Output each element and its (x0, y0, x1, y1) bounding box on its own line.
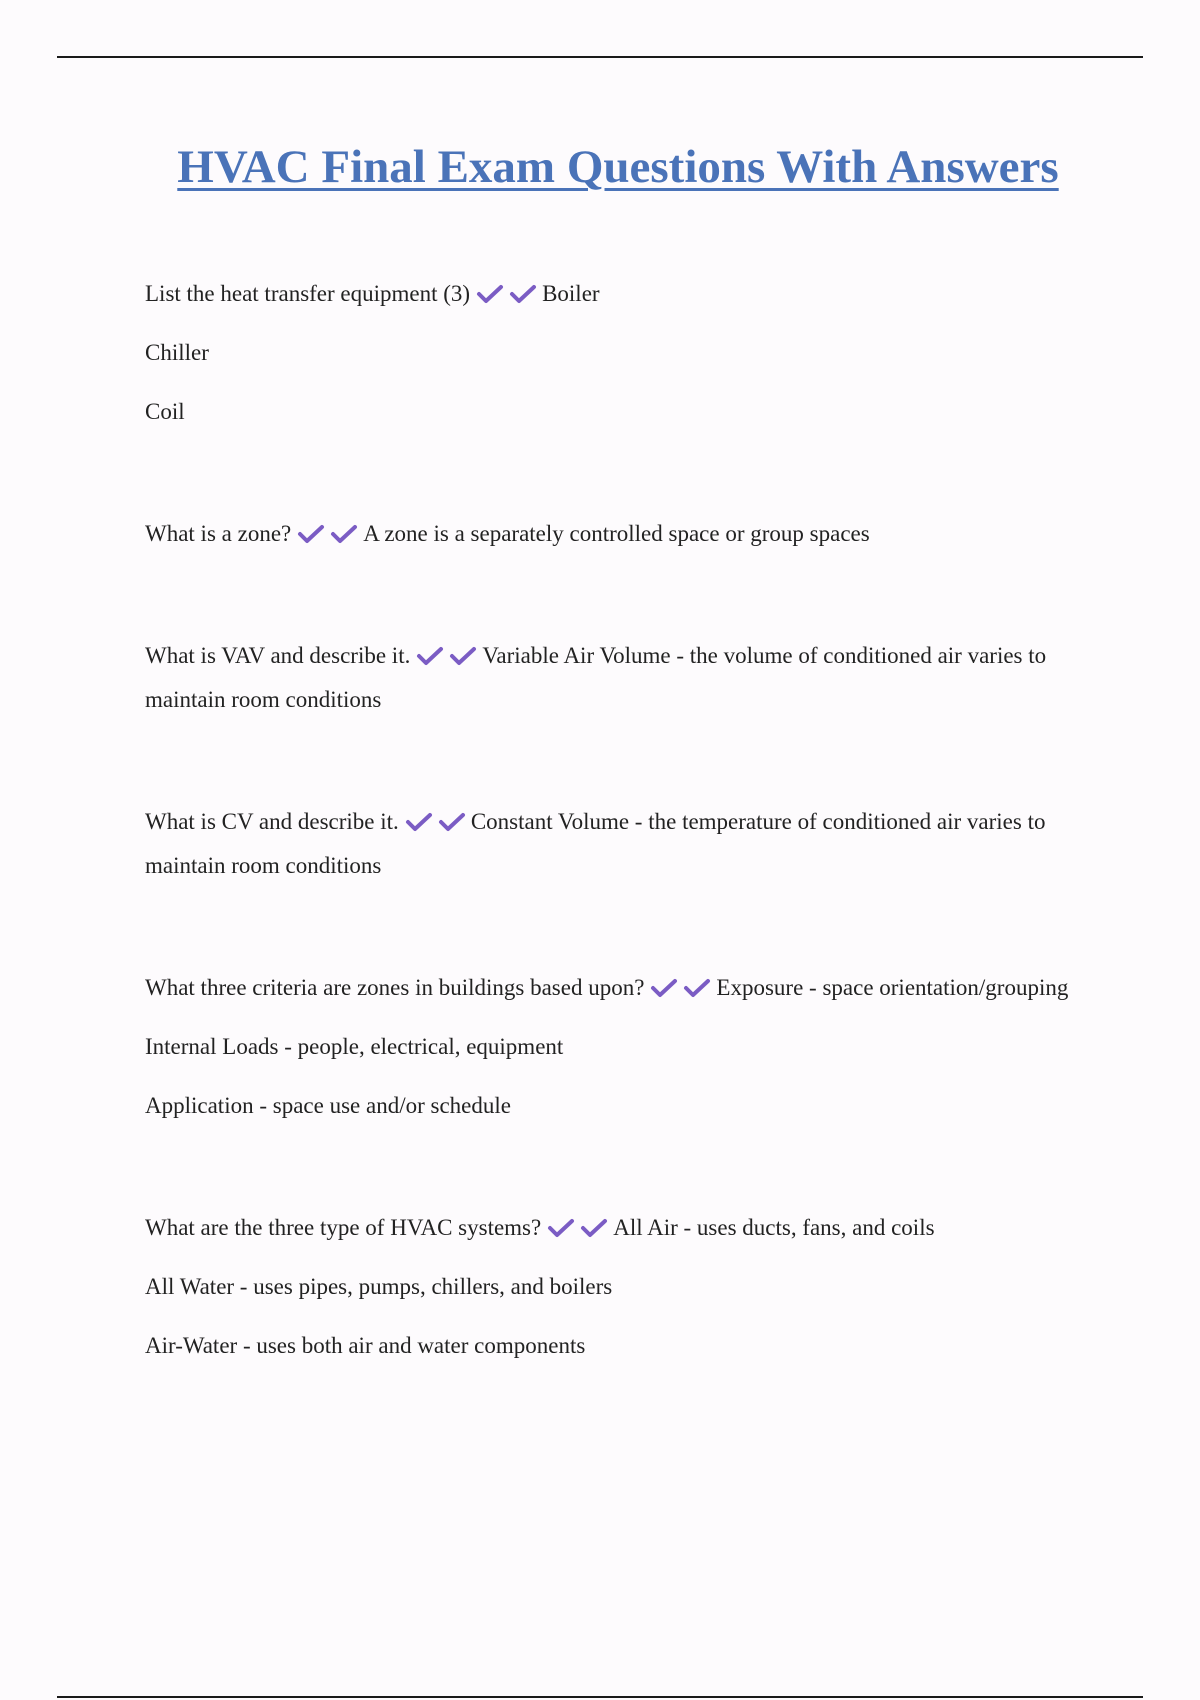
check-mark-icon (297, 523, 325, 545)
check-mark-icon (683, 977, 711, 999)
page-title: HVAC Final Exam Questions With Answers (177, 141, 1059, 193)
question-text: What three criteria are zones in buildings based upon? (145, 975, 645, 1000)
qa-item (145, 634, 1090, 722)
question-text: What are the three type of HVAC systems? (145, 1215, 542, 1240)
question-line (145, 800, 1090, 888)
answer-extra-line: Coil (145, 399, 185, 424)
check-mark-icon (416, 645, 444, 667)
check-mark-icon (330, 523, 358, 545)
question-text: What is a zone? (145, 521, 292, 546)
answer-text: Constant Volume - the temperature of conditioned air varies to maintain room conditions (145, 809, 1046, 878)
bottom-rule (57, 1696, 1143, 1698)
check-mark-icon (476, 283, 504, 305)
question-line (145, 966, 1090, 1010)
qa-item (145, 272, 1090, 434)
qa-item (145, 966, 1090, 1128)
check-mark-icon (650, 977, 678, 999)
qa-item (145, 800, 1090, 888)
check-mark-icon (509, 283, 537, 305)
answer-extra-line: Internal Loads - people, electrical, equipment (145, 1034, 564, 1059)
answer-text: Boiler (542, 281, 600, 306)
answer-extra-line: Application - space use and/or schedule (145, 1093, 511, 1118)
answer-text: A zone is a separately controlled space or group spaces (363, 521, 870, 546)
check-mark-icon (547, 1217, 575, 1239)
question-line (145, 634, 1090, 722)
answer-extra-line: Chiller (145, 340, 209, 365)
qa-list (145, 272, 1090, 1368)
answer-extra-line: All Water - uses pipes, pumps, chillers, and boilers (145, 1274, 613, 1299)
check-mark-icon (438, 811, 466, 833)
top-rule (57, 56, 1143, 58)
check-mark-icon (580, 1217, 608, 1239)
question-text: What is VAV and describe it. (145, 643, 411, 668)
answer-extra-line: Air-Water - uses both air and water components (145, 1333, 586, 1358)
question-text: What is CV and describe it. (145, 809, 399, 834)
check-mark-icon (405, 811, 433, 833)
qa-item (145, 512, 1090, 556)
question-line (145, 1206, 1090, 1250)
answer-text: Exposure - space orientation/grouping (716, 975, 1069, 1000)
qa-item (145, 1206, 1090, 1368)
check-mark-icon (449, 645, 477, 667)
answer-text: Variable Air Volume - the volume of conditioned air varies to maintain room conditions (145, 643, 1047, 712)
question-line (145, 512, 1090, 556)
question-text: List the heat transfer equipment (3) (145, 281, 471, 306)
answer-text: All Air - uses ducts, fans, and coils (613, 1215, 935, 1240)
question-line (145, 272, 1090, 316)
